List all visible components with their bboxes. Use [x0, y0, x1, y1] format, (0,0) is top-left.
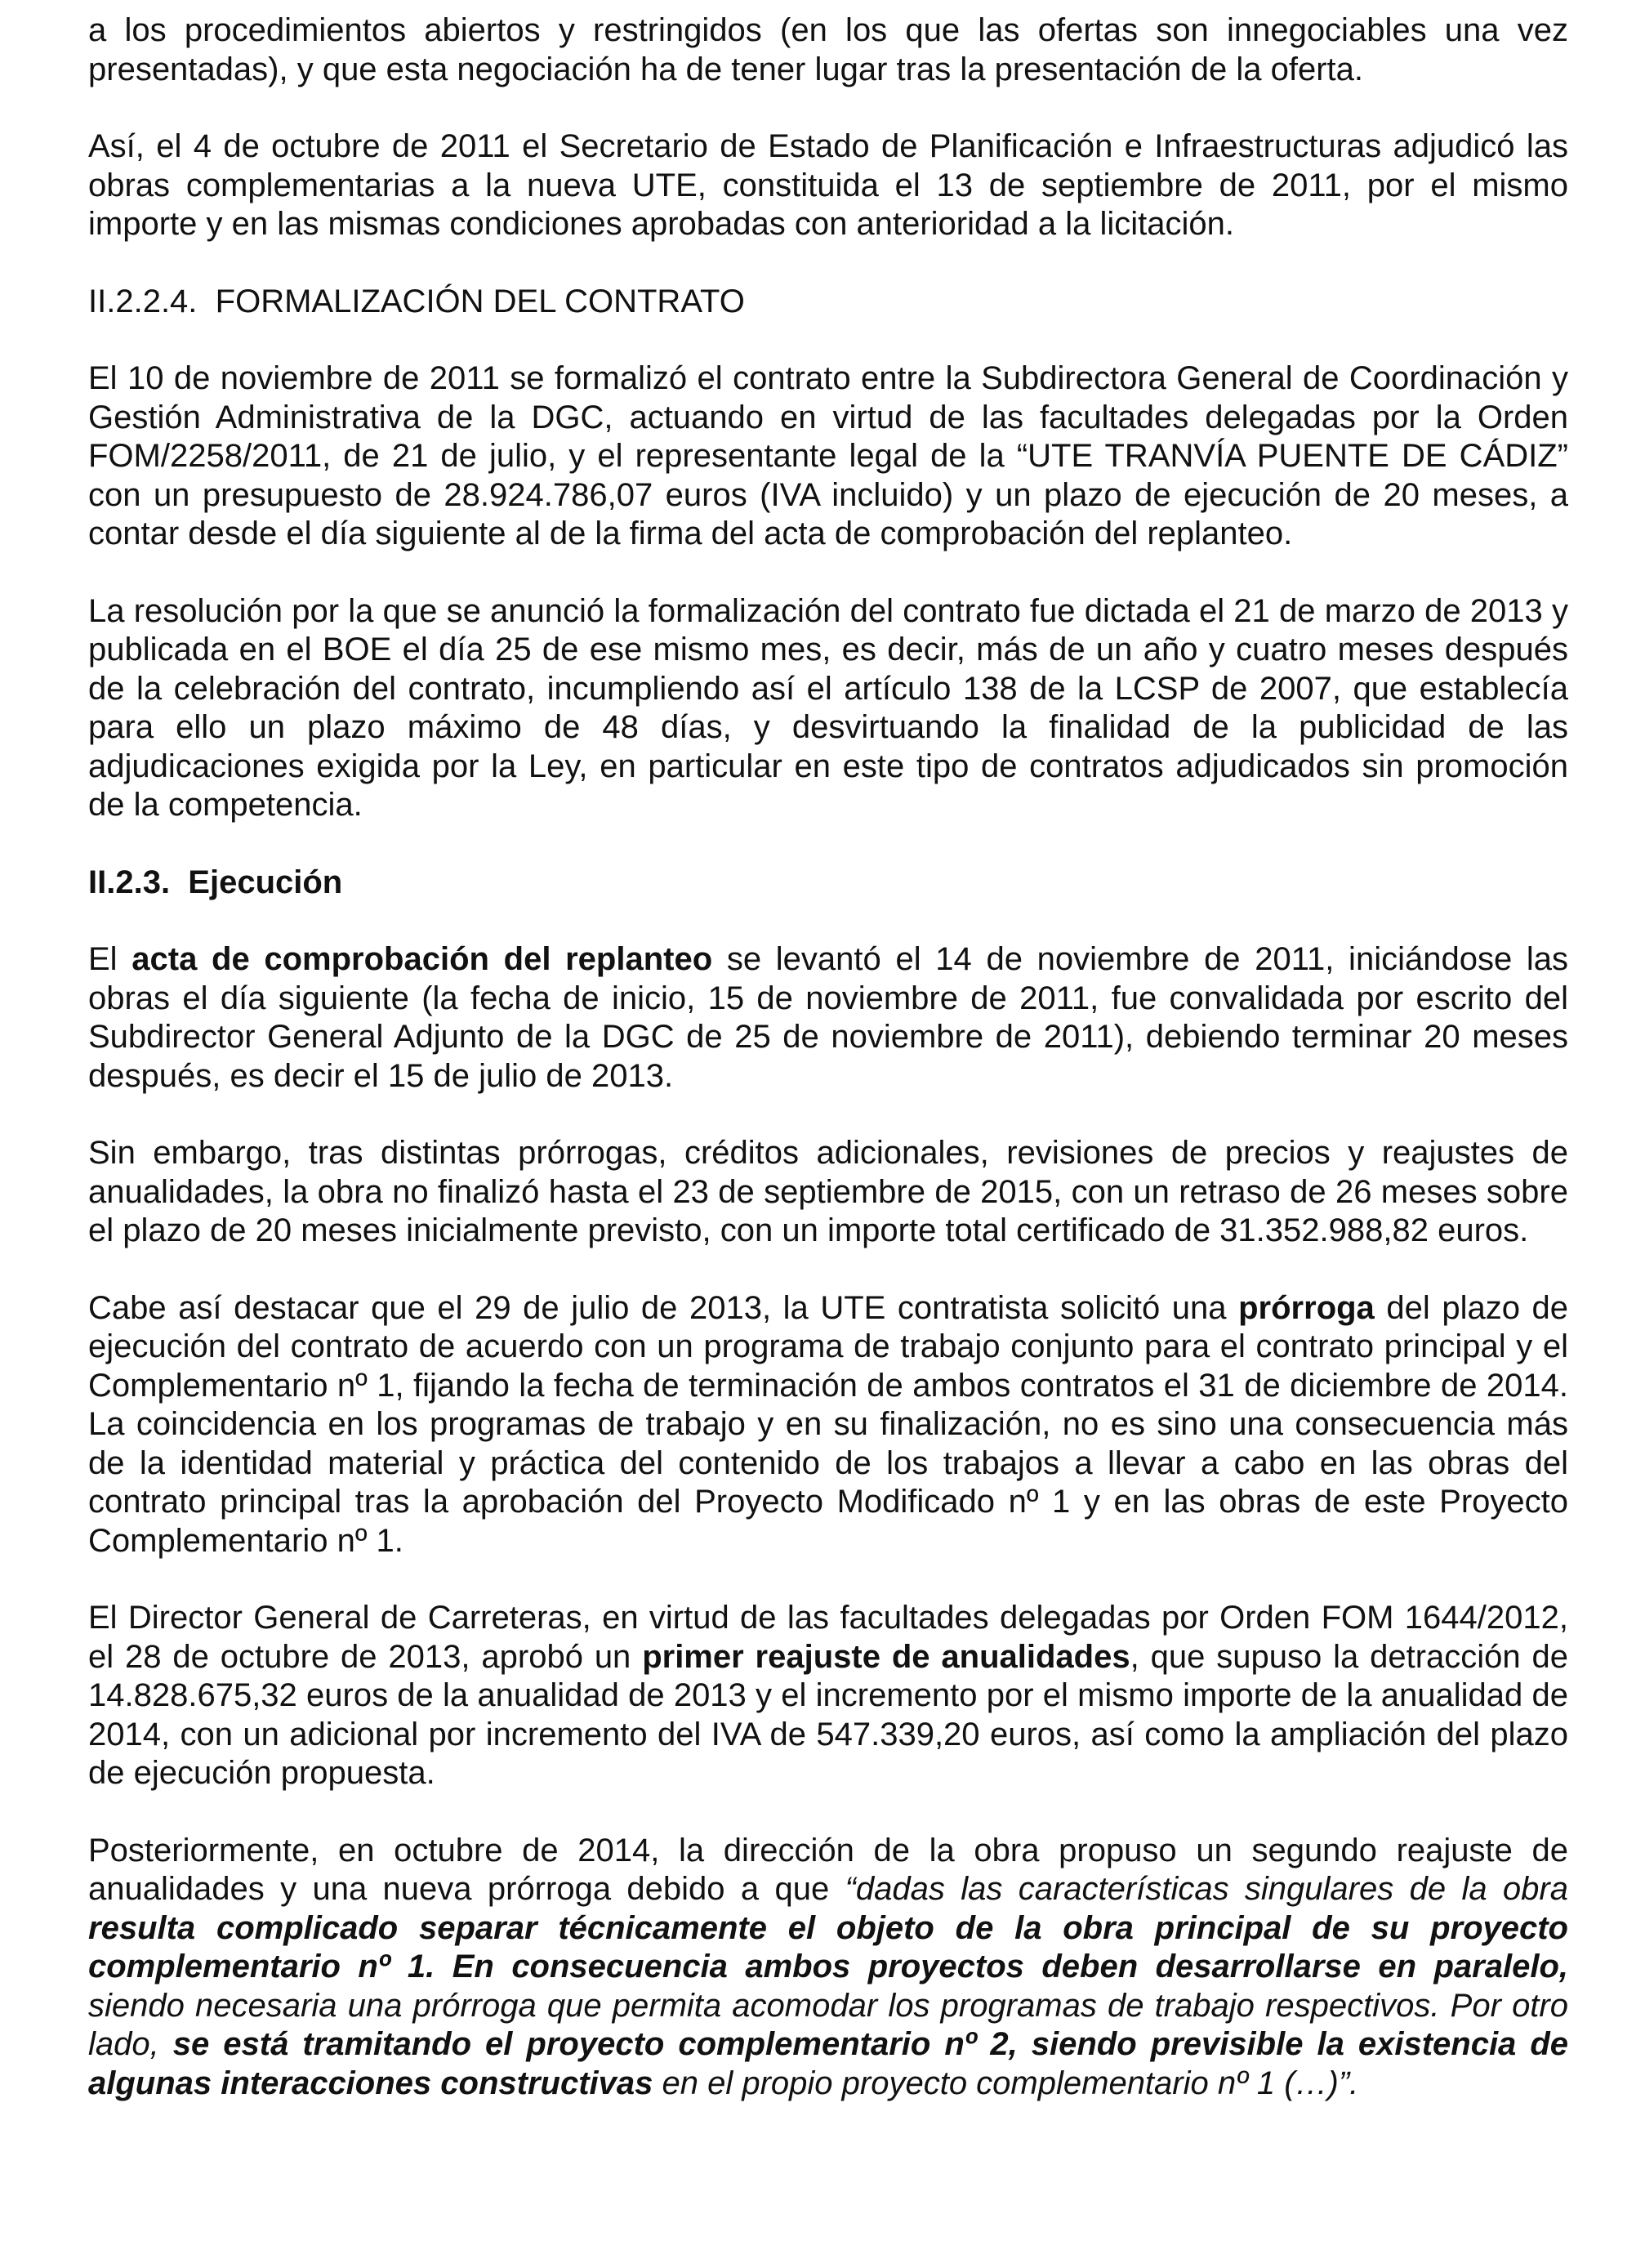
text-run: El	[88, 941, 132, 977]
paragraph-prorroga-ute	[88, 1289, 1568, 1561]
text-run: se levantó el 14 de noviembre de 2011, iniciándose las obras el día siguiente (la fecha de inicio, 15 de noviembre de 2011, fue convalidada por escrito del Subdirector General Adjunto de la DGC de 25 de noviembre de 2011), debiendo terminar 20 meses después, es decir el 15 de julio de 2013.	[88, 941, 1569, 1094]
bold-italic-text-run: resulta complicado separar técnicamente el objeto de la obra principal de su proyecto complementario nº 1. En consecuencia ambos proyectos deben desarrollarse en paralelo,	[88, 1909, 1568, 1984]
paragraph-reajuste-anualidades	[88, 1599, 1568, 1793]
italic-text-run: siendo necesaria una prórroga que permita acomodar los programas de trabajo respectivos. Por otro lado,	[88, 1987, 1568, 2062]
paragraph-adjudicacion: Así, el 4 de octubre de 2011 el Secretario de Estado de Planificación e Infraestructuras adjudicó las obras complementarias a la nueva UTE, constituida el 13 de septiembre de 2011, por el mismo importe y en las mismas condiciones aprobadas con anterioridad a la licitación.	[88, 128, 1568, 242]
bold-text-run: acta de comprobación del replanteo	[132, 941, 713, 977]
section-heading-formalizacion: II.2.2.4. FORMALIZACIÓN DEL CONTRATO	[88, 283, 745, 319]
italic-text-run: en el propio proyecto complementario nº 1 (…)”.	[653, 2065, 1359, 2101]
text-run: Posteriormente, en octubre de 2014, la dirección de la obra propuso un segundo reajuste de anualidades y una nueva prórroga debido a que	[88, 1832, 1568, 1907]
document-page	[88, 11, 1568, 2141]
text-run: El Director General de Carreteras, en virtud de las facultades delegadas por Orden FOM 1644/2012, el 28 de octubre de 2013, aprobó un	[88, 1600, 1568, 1675]
paragraph-acta-replanteo	[88, 940, 1568, 1096]
paragraph-formalizacion: El 10 de noviembre de 2011 se formalizó el contrato entre la Subdirectora General de Coordinación y Gestión Administrativa de la DGC, actuando en virtud de las facultades delegadas por la Orden FOM/2258/2011, de 21 de julio, y el representante legal de la “UTE TRANVÍA PUENTE DE CÁDIZ” con un presupuesto de 28.924.786,07 euros (IVA incluido) y un plazo de ejecución de 20 meses, a contar desde el día siguiente al de la firma del acta de comprobación del replanteo.	[88, 360, 1568, 551]
paragraph-segundo-reajuste	[88, 1832, 1568, 2104]
bold-text-run: primer reajuste de anualidades	[642, 1638, 1130, 1675]
text-run: del plazo de ejecución del contrato de acuerdo con un programa de trabajo conjunto para el contrato principal y el Complementario nº 1, fijando la fecha de terminación de ambos contratos el 31 de diciembre de 2014. La coincidencia en los programas de trabajo y en su finalización, no es sino una consecuencia más de la identidad material y práctica del contenido de los trabajos a llevar a cabo en las obras del contrato principal tras la aprobación del Proyecto Modificado nº 1 y en las obras de este Proyecto Complementario nº 1.	[88, 1289, 1568, 1559]
paragraph-procedimientos: a los procedimientos abiertos y restringidos (en los que las ofertas son innegociables una vez presentadas), y que esta negociación ha de tener lugar tras la presentación de la oferta.	[88, 12, 1568, 87]
text-run: , que supuso la detracción de 14.828.675,32 euros de la anualidad de 2013 y el incremento por el mismo importe de la anualidad de 2014, con un adicional por incremento del IVA de 547.339,20 euros, así como la ampliación del plazo de ejecución propuesta.	[88, 1638, 1569, 1791]
bold-italic-text-run: se está tramitando el proyecto complementario nº 2, siendo previsible la existencia de algunas interacciones constructivas	[88, 2026, 1568, 2101]
section-heading-ejecucion: II.2.3. Ejecución	[88, 864, 343, 900]
italic-text-run: “dadas las características singulares de la obra	[845, 1871, 1568, 1907]
bold-text-run: prórroga	[1238, 1289, 1375, 1326]
paragraph-prorrogas: Sin embargo, tras distintas prórrogas, créditos adicionales, revisiones de precios y reajustes de anualidades, la obra no finalizó hasta el 23 de septiembre de 2015, con un retraso de 26 meses sobre el plazo de 20 meses inicialmente previsto, con un importe total certificado de 31.352.988,82 euros.	[88, 1135, 1568, 1248]
text-run: Cabe así destacar que el 29 de julio de 2013, la UTE contratista solicitó una	[88, 1289, 1239, 1326]
paragraph-resolucion: La resolución por la que se anunció la formalización del contrato fue dictada el 21 de marzo de 2013 y publicada en el BOE el día 25 de ese mismo mes, es decir, más de un año y cuatro meses después de la celebración del contrato, incumpliendo así el artículo 138 de la LCSP de 2007, que establecía para ello un plazo máximo de 48 días, y desvirtuando la finalidad de la publicidad de las adjudicaciones exigida por la Ley, en particular en este tipo de contratos adjudicados sin promoción de la competencia.	[88, 592, 1568, 823]
